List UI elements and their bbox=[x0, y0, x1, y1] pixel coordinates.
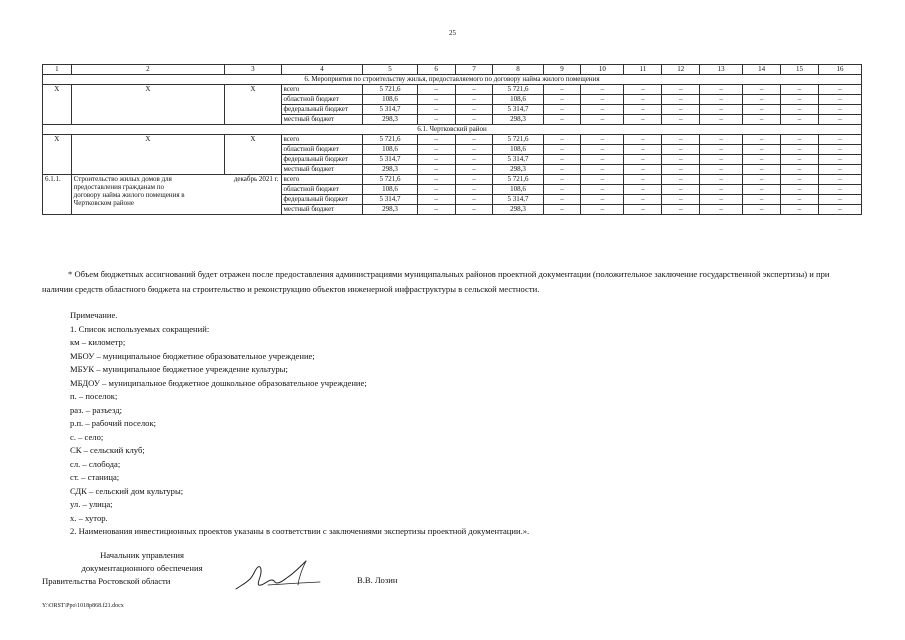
col-header: 8 bbox=[493, 65, 543, 75]
dash-cell: – bbox=[743, 105, 781, 115]
dash-cell: – bbox=[662, 85, 700, 95]
value-cell: 5 314,7 bbox=[363, 105, 417, 115]
abbr-item: х. – хутор. bbox=[70, 512, 108, 523]
page-number: 25 bbox=[449, 29, 456, 37]
col-header: 13 bbox=[700, 65, 743, 75]
value-cell: 298,3 bbox=[493, 205, 543, 215]
value-cell: 5 314,7 bbox=[363, 195, 417, 205]
x-mark-cell bbox=[43, 145, 72, 155]
x-mark-cell bbox=[43, 95, 72, 105]
x-mark-cell bbox=[71, 145, 225, 155]
dash-cell: – bbox=[624, 205, 662, 215]
value-cell: – bbox=[417, 135, 455, 145]
dash-cell: – bbox=[743, 115, 781, 125]
dash-cell: – bbox=[700, 85, 743, 95]
dash-cell: – bbox=[624, 105, 662, 115]
dash-cell: – bbox=[743, 85, 781, 95]
abbr-item: МБУК – муниципальное бюджетное учреждение культуры; bbox=[70, 364, 288, 374]
abbr-item: км – километр; bbox=[70, 337, 126, 347]
col-header: 3 bbox=[225, 65, 281, 75]
dash-cell: – bbox=[624, 195, 662, 205]
value-cell: 298,3 bbox=[493, 115, 543, 125]
footnote: * Объем бюджетных ассигнований будет отражен после предоставления администрациями муниципальных районов проектной документации (положительное заключение государственной экспертизы) и при наличии средств областного бюджета на строительство и реконструкцию объектов инженерной инфраструктуры в сельской местности. bbox=[42, 269, 830, 294]
dash-cell: – bbox=[662, 195, 700, 205]
dash-cell: – bbox=[543, 85, 581, 95]
value-cell: – bbox=[455, 105, 493, 115]
dash-cell: – bbox=[624, 145, 662, 155]
dash-cell: – bbox=[624, 175, 662, 185]
dash-cell: – bbox=[581, 155, 624, 165]
dash-cell: – bbox=[700, 205, 743, 215]
value-cell: – bbox=[455, 115, 493, 125]
dash-cell: – bbox=[781, 175, 819, 185]
table-row bbox=[43, 135, 862, 145]
dash-cell: – bbox=[581, 145, 624, 155]
value-cell: – bbox=[417, 185, 455, 195]
x-mark-cell bbox=[43, 105, 72, 115]
notes-block bbox=[70, 309, 860, 539]
dash-cell: – bbox=[700, 115, 743, 125]
dash-cell: – bbox=[700, 95, 743, 105]
dash-cell: – bbox=[624, 165, 662, 175]
value-cell: 298,3 bbox=[363, 205, 417, 215]
value-cell: – bbox=[455, 135, 493, 145]
value-cell: 298,3 bbox=[363, 165, 417, 175]
x-mark-cell bbox=[43, 115, 72, 125]
dash-cell: – bbox=[700, 155, 743, 165]
value-cell: 5 314,7 bbox=[363, 155, 417, 165]
value-cell: 5 721,6 bbox=[493, 135, 543, 145]
dash-cell: – bbox=[581, 85, 624, 95]
abbr-item: ст. – станица; bbox=[70, 472, 120, 482]
x-mark-cell bbox=[71, 115, 225, 125]
dash-cell: – bbox=[662, 105, 700, 115]
notes-title: Примечание. bbox=[70, 310, 118, 320]
dash-cell: – bbox=[700, 165, 743, 175]
dash-cell: – bbox=[818, 85, 861, 95]
x-mark-cell bbox=[225, 145, 281, 155]
abbr-item: СДК – сельский дом культуры; bbox=[70, 485, 184, 496]
file-path: Y:\ORST\Ppo\1018p868.f21.docx bbox=[42, 603, 124, 609]
dash-cell: – bbox=[818, 155, 861, 165]
value-cell: 5 721,6 bbox=[493, 85, 543, 95]
dash-cell: – bbox=[662, 115, 700, 125]
value-cell: – bbox=[417, 105, 455, 115]
col-header: 10 bbox=[581, 65, 624, 75]
dash-cell: – bbox=[662, 135, 700, 145]
abbr-item: МБДОУ – муниципальное бюджетное дошкольное образовательное учреждение; bbox=[70, 377, 367, 388]
x-mark-cell bbox=[225, 155, 281, 165]
value-cell: 5 721,6 bbox=[363, 85, 417, 95]
project-number: 6.1.1. bbox=[43, 175, 72, 215]
dash-cell: – bbox=[743, 95, 781, 105]
dash-cell: – bbox=[581, 195, 624, 205]
dash-cell: – bbox=[543, 95, 581, 105]
x-mark-cell bbox=[71, 95, 225, 105]
dash-cell: – bbox=[781, 165, 819, 175]
dash-cell: – bbox=[781, 95, 819, 105]
dash-cell: – bbox=[700, 105, 743, 115]
dash-cell: – bbox=[700, 185, 743, 195]
notes-item-1: 1. Список используемых сокращений: bbox=[70, 323, 210, 334]
abbr-item: раз. – разъезд; bbox=[70, 404, 122, 415]
dash-cell: – bbox=[662, 145, 700, 155]
funding-source: всего bbox=[281, 85, 363, 95]
value-cell: – bbox=[417, 205, 455, 215]
dash-cell: – bbox=[781, 155, 819, 165]
section-row bbox=[43, 75, 862, 85]
value-cell: – bbox=[417, 155, 455, 165]
dash-cell: – bbox=[581, 185, 624, 195]
signer-line: Правительства Ростовской области bbox=[42, 576, 171, 586]
dash-cell: – bbox=[743, 155, 781, 165]
subsection-title: 6.1. Чертковский район bbox=[43, 125, 862, 135]
col-header: 12 bbox=[662, 65, 700, 75]
col-header: 1 bbox=[43, 65, 72, 75]
x-mark-cell: Х bbox=[71, 135, 225, 145]
dash-cell: – bbox=[581, 115, 624, 125]
dash-cell: – bbox=[543, 105, 581, 115]
funding-source: всего bbox=[281, 175, 363, 185]
dash-cell: – bbox=[743, 145, 781, 155]
budget-table-body bbox=[43, 65, 862, 215]
dash-cell: – bbox=[743, 165, 781, 175]
funding-source: федеральный бюджет bbox=[281, 105, 363, 115]
value-cell: 108,6 bbox=[363, 95, 417, 105]
dash-cell: – bbox=[543, 185, 581, 195]
dash-cell: – bbox=[624, 185, 662, 195]
dash-cell: – bbox=[818, 115, 861, 125]
funding-source: всего bbox=[281, 135, 363, 145]
table-row bbox=[43, 95, 862, 105]
table-row bbox=[43, 175, 862, 185]
col-header: 4 bbox=[281, 65, 363, 75]
col-header: 5 bbox=[363, 65, 417, 75]
value-cell: – bbox=[455, 95, 493, 105]
funding-source: областной бюджет bbox=[281, 145, 363, 155]
dash-cell: – bbox=[818, 175, 861, 185]
value-cell: 5 721,6 bbox=[363, 175, 417, 185]
dash-cell: – bbox=[662, 175, 700, 185]
col-header: 9 bbox=[543, 65, 581, 75]
col-header: 15 bbox=[781, 65, 819, 75]
dash-cell: – bbox=[581, 105, 624, 115]
signer-title bbox=[42, 549, 242, 588]
dash-cell: – bbox=[818, 145, 861, 155]
value-cell: 298,3 bbox=[493, 165, 543, 175]
dash-cell: – bbox=[781, 205, 819, 215]
x-mark-cell: Х bbox=[225, 85, 281, 95]
funding-source: областной бюджет bbox=[281, 185, 363, 195]
dash-cell: – bbox=[624, 115, 662, 125]
dash-cell: – bbox=[662, 185, 700, 195]
value-cell: 5 314,7 bbox=[493, 195, 543, 205]
x-mark-cell: Х bbox=[43, 135, 72, 145]
funding-source: местный бюджет bbox=[281, 165, 363, 175]
x-mark-cell bbox=[71, 105, 225, 115]
x-mark-cell: Х bbox=[43, 85, 72, 95]
table-row bbox=[43, 155, 862, 165]
dash-cell: – bbox=[543, 145, 581, 155]
value-cell: 108,6 bbox=[363, 185, 417, 195]
abbr-item: п. – поселок; bbox=[70, 391, 118, 401]
x-mark-cell bbox=[43, 165, 72, 175]
funding-source: местный бюджет bbox=[281, 205, 363, 215]
dash-cell: – bbox=[743, 185, 781, 195]
abbr-item: СК – сельский клуб; bbox=[70, 445, 145, 455]
dash-cell: – bbox=[818, 205, 861, 215]
dash-cell: – bbox=[818, 185, 861, 195]
dash-cell: – bbox=[662, 95, 700, 105]
dash-cell: – bbox=[700, 195, 743, 205]
x-mark-cell bbox=[225, 165, 281, 175]
x-mark-cell bbox=[225, 105, 281, 115]
abbr-item: ул. – улица; bbox=[70, 499, 113, 509]
table-row bbox=[43, 85, 862, 95]
dash-cell: – bbox=[581, 95, 624, 105]
dash-cell: – bbox=[818, 165, 861, 175]
dash-cell: – bbox=[543, 135, 581, 145]
value-cell: 108,6 bbox=[493, 185, 543, 195]
value-cell: 5 314,7 bbox=[493, 105, 543, 115]
value-cell: 5 314,7 bbox=[493, 155, 543, 165]
value-cell: – bbox=[417, 175, 455, 185]
dash-cell: – bbox=[624, 95, 662, 105]
dash-cell: – bbox=[624, 85, 662, 95]
abbr-item: р.п. – рабочий поселок; bbox=[70, 418, 157, 428]
dash-cell: – bbox=[781, 135, 819, 145]
dash-cell: – bbox=[700, 175, 743, 185]
funding-source: областной бюджет bbox=[281, 95, 363, 105]
funding-source: федеральный бюджет bbox=[281, 155, 363, 165]
dash-cell: – bbox=[543, 155, 581, 165]
dash-cell: – bbox=[543, 175, 581, 185]
col-header: 2 bbox=[71, 65, 225, 75]
dash-cell: – bbox=[818, 105, 861, 115]
col-header: 6 bbox=[417, 65, 455, 75]
value-cell: – bbox=[455, 145, 493, 155]
signer-line: документационного обеспечения bbox=[81, 563, 203, 573]
header-row bbox=[43, 65, 862, 75]
dash-cell: – bbox=[662, 155, 700, 165]
dash-cell: – bbox=[781, 105, 819, 115]
value-cell: – bbox=[455, 205, 493, 215]
project-date: декабрь 2021 г. bbox=[233, 175, 279, 183]
budget-table bbox=[42, 64, 862, 215]
dash-cell: – bbox=[543, 115, 581, 125]
x-mark-cell bbox=[71, 155, 225, 165]
project-name: Строительство жилых домов для предоставления гражданам по договору найма жилого помещения в Чертковском районе bbox=[73, 175, 185, 207]
dash-cell: – bbox=[781, 185, 819, 195]
dash-cell: – bbox=[818, 135, 861, 145]
dash-cell: – bbox=[662, 165, 700, 175]
dash-cell: – bbox=[781, 195, 819, 205]
dash-cell: – bbox=[743, 175, 781, 185]
col-header: 11 bbox=[624, 65, 662, 75]
dash-cell: – bbox=[743, 205, 781, 215]
dash-cell: – bbox=[781, 145, 819, 155]
signer-name: В.В. Лозин bbox=[357, 575, 398, 585]
table-row bbox=[43, 115, 862, 125]
value-cell: – bbox=[455, 195, 493, 205]
value-cell: 108,6 bbox=[493, 145, 543, 155]
value-cell: – bbox=[417, 195, 455, 205]
dash-cell: – bbox=[818, 195, 861, 205]
dash-cell: – bbox=[543, 165, 581, 175]
dash-cell: – bbox=[743, 135, 781, 145]
subsection-row bbox=[43, 125, 862, 135]
x-mark-cell bbox=[71, 165, 225, 175]
value-cell: – bbox=[455, 155, 493, 165]
value-cell: 5 721,6 bbox=[493, 175, 543, 185]
x-mark-cell: Х bbox=[71, 85, 225, 95]
dash-cell: – bbox=[781, 85, 819, 95]
value-cell: – bbox=[417, 145, 455, 155]
value-cell: – bbox=[455, 165, 493, 175]
dash-cell: – bbox=[781, 115, 819, 125]
col-header: 16 bbox=[818, 65, 861, 75]
x-mark-cell: Х bbox=[225, 135, 281, 145]
signer-line: Начальник управления bbox=[100, 550, 184, 560]
value-cell: – bbox=[455, 185, 493, 195]
value-cell: 298,3 bbox=[363, 115, 417, 125]
col-header: 14 bbox=[743, 65, 781, 75]
abbr-item: МБОУ – муниципальное бюджетное образовательное учреждение; bbox=[70, 350, 315, 361]
funding-source: местный бюджет bbox=[281, 115, 363, 125]
dash-cell: – bbox=[743, 195, 781, 205]
value-cell: 108,6 bbox=[493, 95, 543, 105]
dash-cell: – bbox=[624, 155, 662, 165]
dash-cell: – bbox=[581, 205, 624, 215]
value-cell: – bbox=[455, 175, 493, 185]
dash-cell: – bbox=[662, 205, 700, 215]
funding-source: федеральный бюджет bbox=[281, 195, 363, 205]
dash-cell: – bbox=[543, 195, 581, 205]
value-cell: – bbox=[455, 85, 493, 95]
dash-cell: – bbox=[700, 145, 743, 155]
x-mark-cell bbox=[43, 155, 72, 165]
value-cell: – bbox=[417, 165, 455, 175]
table-row bbox=[43, 165, 862, 175]
value-cell: – bbox=[417, 95, 455, 105]
x-mark-cell bbox=[225, 115, 281, 125]
handwritten-signature bbox=[228, 555, 338, 597]
value-cell: 5 721,6 bbox=[363, 135, 417, 145]
value-cell: – bbox=[417, 85, 455, 95]
abbr-item: сл. – слобода; bbox=[70, 458, 121, 469]
x-mark-cell bbox=[225, 95, 281, 105]
dash-cell: – bbox=[581, 165, 624, 175]
project-name-cell bbox=[71, 175, 281, 215]
dash-cell: – bbox=[581, 175, 624, 185]
table-row bbox=[43, 105, 862, 115]
section-title: 6. Мероприятия по строительству жилья, предоставляемого по договору найма жилого помещения bbox=[43, 75, 862, 85]
value-cell: – bbox=[417, 115, 455, 125]
col-header: 7 bbox=[455, 65, 493, 75]
dash-cell: – bbox=[624, 135, 662, 145]
value-cell: 108,6 bbox=[363, 145, 417, 155]
dash-cell: – bbox=[818, 95, 861, 105]
table-row bbox=[43, 145, 862, 155]
dash-cell: – bbox=[543, 205, 581, 215]
abbr-item: с. – село; bbox=[70, 431, 104, 442]
notes-item-2: 2. Наименования инвестиционных проектов указаны в соответствии с заключениями экспертизы проектной документации.». bbox=[70, 526, 530, 536]
dash-cell: – bbox=[581, 135, 624, 145]
dash-cell: – bbox=[700, 135, 743, 145]
